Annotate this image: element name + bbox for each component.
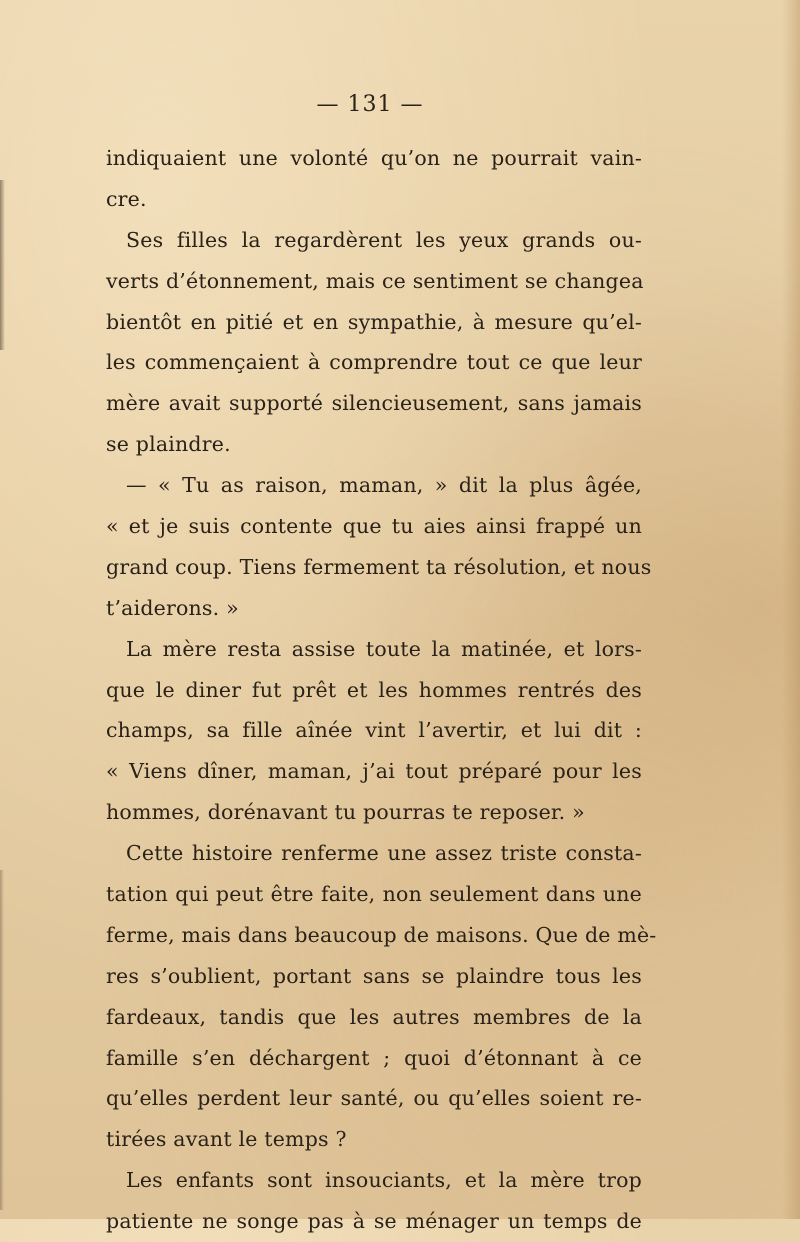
text-line: les commençaient à comprendre tout ce que leur bbox=[106, 350, 642, 375]
text-line: cre. bbox=[106, 186, 147, 211]
text-line: indiquaient une volonté qu’on ne pourrait vain- bbox=[106, 146, 642, 170]
text-line: fardeaux, tandis que les autres membres de la bbox=[106, 1004, 642, 1029]
text-line: Ses filles la regardèrent les yeux grands ou- bbox=[126, 227, 642, 252]
text-line: « Viens dîner, maman, j’ai tout préparé pour les bbox=[106, 759, 642, 784]
page-number: — 131 — bbox=[316, 92, 424, 117]
text-line: qu’elles perdent leur santé, ou qu’elles soient re- bbox=[106, 1086, 642, 1111]
text-line: que le diner fut prêt et les hommes rentrés des bbox=[106, 677, 642, 702]
text-line: La mère resta assise toute la matinée, et lors- bbox=[126, 636, 642, 661]
text-line: se plaindre. bbox=[106, 432, 231, 457]
page-edge-shadow-lower bbox=[0, 870, 4, 1210]
text-line: « et je suis contente que tu aies ainsi frappé un bbox=[106, 514, 642, 539]
text-line: patiente ne songe pas à se ménager un temps de bbox=[106, 1209, 642, 1234]
text-line: mère avait supporté silencieusement, sans jamais bbox=[106, 391, 642, 416]
text-line: res s’oublient, portant sans se plaindre tous les bbox=[106, 963, 642, 988]
body-text bbox=[106, 138, 657, 1242]
text-line: — « Tu as raison, maman, » dit la plus âgée, bbox=[126, 473, 642, 498]
text-line: Cette histoire renferme une assez triste consta- bbox=[126, 841, 642, 866]
text-line: tation qui peut être faite, non seulement dans une bbox=[106, 882, 642, 907]
text-line: champs, sa fille aînée vint l’avertir, et lui dit : bbox=[106, 718, 642, 743]
text-line: grand coup. Tiens fermement ta résolution, et nous bbox=[106, 554, 652, 579]
page-edge-tint bbox=[782, 0, 800, 1219]
text-line: famille s’en déchargent ; quoi d’étonnant à ce bbox=[106, 1045, 642, 1070]
text-line: hommes, dorénavant tu pourras te reposer. » bbox=[106, 800, 585, 825]
text-line: ferme, mais dans beaucoup de maisons. Que de mè- bbox=[106, 922, 657, 947]
page-edge-shadow bbox=[0, 180, 5, 350]
text-line: bientôt en pitié et en sympathie, à mesure qu’el- bbox=[106, 309, 642, 334]
text-line: verts d’étonnement, mais ce sentiment se changea bbox=[106, 268, 644, 293]
text-line: tirées avant le temps ? bbox=[106, 1127, 347, 1152]
text-line: t’aiderons. » bbox=[106, 595, 239, 620]
text-line: Les enfants sont insouciants, et la mère trop bbox=[126, 1168, 642, 1193]
